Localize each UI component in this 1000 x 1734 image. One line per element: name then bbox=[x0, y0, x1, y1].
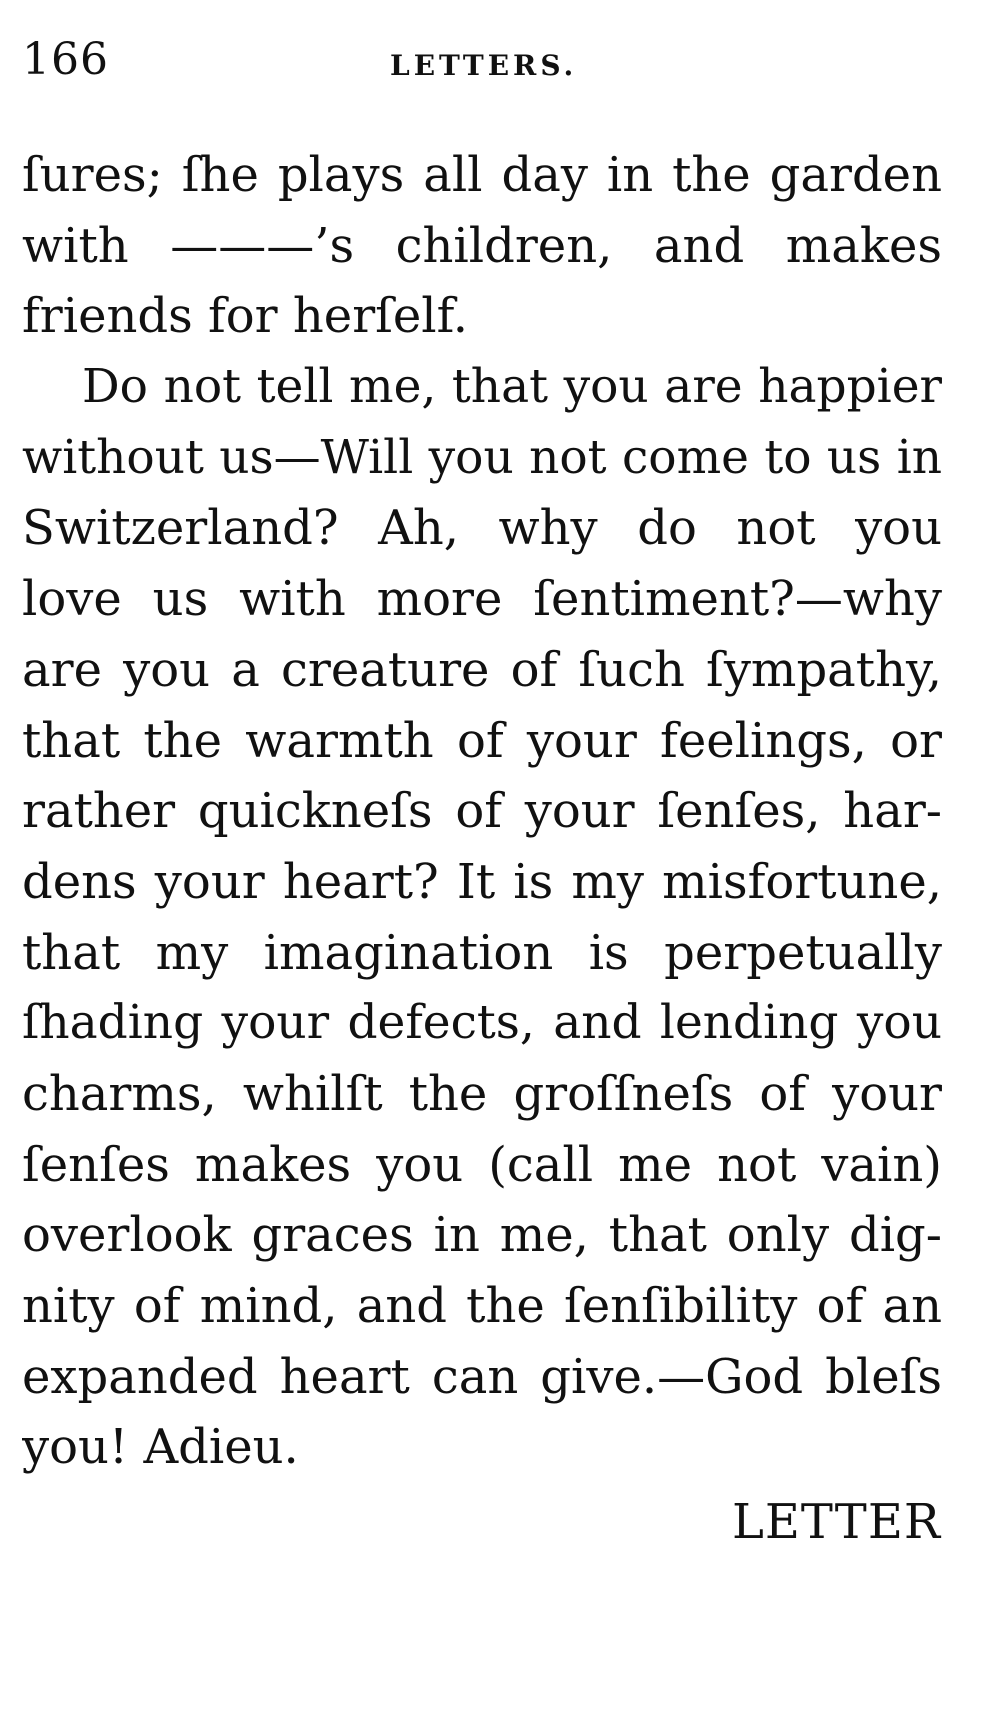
text-line: are you a creature of ſuch ſympathy, bbox=[22, 641, 942, 698]
text-line: rather quickneſs of your ſenſes, har- bbox=[22, 783, 942, 840]
catchword: LETTER bbox=[731, 1494, 941, 1550]
text-line: Switzerland? Ah, why do not you bbox=[22, 500, 942, 557]
text-line: ſhading your defects, and lending you bbox=[22, 995, 942, 1051]
letter-body bbox=[22, 140, 942, 1483]
text-line: love us with more ſentiment?—why bbox=[22, 571, 942, 628]
text-line: ſures; ſhe plays all day in the garden bbox=[22, 147, 942, 203]
text-line: friends for herſelf. bbox=[22, 288, 468, 345]
text-line: without us—Will you not come to us in bbox=[22, 429, 942, 485]
text-line: you! Adieu. bbox=[22, 1419, 299, 1476]
running-head: LETTERS. bbox=[390, 49, 578, 82]
text-line: ſenſes makes you (call me not vain) bbox=[22, 1136, 942, 1193]
text-line: with ———’s children, and makes bbox=[22, 217, 942, 274]
text-line: dens your heart? It is my misfortune, bbox=[22, 853, 942, 910]
text-line: charms, whilſt the groſſneſs of your bbox=[22, 1065, 942, 1122]
page-number: 166 bbox=[22, 34, 109, 85]
text-line: nity of mind, and the ſenſibility of an bbox=[22, 1278, 942, 1334]
text-line: overlook graces in me, that only dig- bbox=[22, 1207, 942, 1264]
text-line: expanded heart can give.—God bleſs bbox=[22, 1348, 942, 1405]
text-line: that the warmth of your feelings, or bbox=[22, 712, 942, 769]
text-line: that my imagination is perpetually bbox=[22, 924, 942, 981]
text-line: Do not tell me, that you are happier bbox=[82, 359, 942, 415]
